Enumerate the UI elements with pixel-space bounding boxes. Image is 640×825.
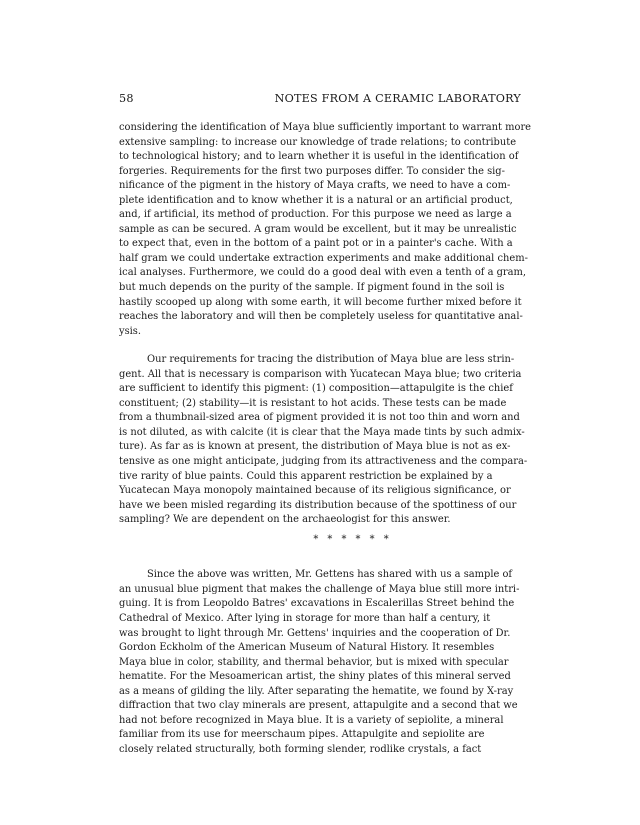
paragraph-distribution-requirements: [119, 353, 526, 528]
text-line: tensive as one might anticipate, judging from its attractiveness and the compara-: [119, 456, 528, 468]
text-line: to technological history; and to learn whether it is useful in the identification of: [119, 151, 519, 163]
text-line: have we been misled regarding its distribution because of the spottiness of our: [119, 499, 517, 511]
text-line: gent. All that is necessary is comparison with Yucatecan Maya blue; two criteria: [119, 368, 522, 380]
text-line: Cathedral of Mexico. After lying in storage for more than half a century, it: [119, 612, 491, 624]
text-line: Since the above was written, Mr. Gettens has shared with us a sample of: [147, 569, 513, 581]
text-line: closely related structurally, both forming slender, rodlike crystals, a fact: [119, 743, 482, 755]
text-line: ical analyses. Furthermore, we could do a good deal with even a tenth of a gram,: [119, 267, 527, 279]
text-line: hastily scooped up along with some earth, it will become further mixed before it: [119, 296, 522, 308]
text-line: had not before recognized in Maya blue. It is a variety of sepiolite, a mineral: [119, 714, 504, 726]
text-line: sample as can be secured. A gram would be excellent, but it may be unrealistic: [119, 223, 517, 235]
text-line: familiar from its use for meerschaum pipes. Attapulgite and sepiolite are: [119, 729, 485, 741]
text-line: extensive sampling: to increase our knowledge of trade relations; to contribute: [119, 136, 517, 148]
text-line: as a means of gilding the lily. After separating the hematite, we found by X-ray: [119, 685, 514, 697]
text-line: ysis.: [119, 325, 142, 337]
text-line: Maya blue in color, stability, and thermal behavior, but is mixed with specular: [119, 656, 509, 668]
text-line: is not diluted, as with calcite (it is clear that the Maya made tints by such admix-: [119, 426, 525, 438]
text-line: Gordon Eckholm of the American Museum of Natural History. It resembles: [119, 642, 495, 654]
running-title: NOTES FROM A CERAMIC LABORATORY: [274, 92, 521, 105]
text-line: Our requirements for tracing the distribution of Maya blue are less strin-: [147, 354, 515, 366]
text-line: reaches the laboratory and will then be completely useless for quantitative anal-: [119, 311, 523, 323]
text-line: was brought to light through Mr. Gettens' inquiries and the cooperation of Dr.: [119, 627, 511, 639]
text-line: considering the identification of Maya blue sufficiently important to warrant more: [119, 122, 532, 133]
section-separator: * * * * * *: [313, 533, 392, 545]
text-line: are sufficient to identify this pigment: (1) composition—attapulgite is the chief: [119, 383, 513, 395]
text-line: to expect that, even in the bottom of a paint pot or in a painter's cache. With a: [119, 238, 513, 250]
text-line: but much depends on the purity of the sample. If pigment found in the soil is: [119, 282, 505, 294]
text-line: and, if artificial, its method of production. For this purpose we need as large a: [119, 209, 512, 221]
text-line: forgeries. Requirements for the first two purposes differ. To consider the sig-: [119, 165, 505, 177]
text-line: hematite. For the Mesoamerican artist, the shiny plates of this mineral served: [119, 671, 511, 683]
text-line: an unusual blue pigment that makes the challenge of Maya blue still more intri-: [119, 583, 520, 595]
page-number: 58: [119, 92, 134, 105]
text-line: from a thumbnail-sized area of pigment provided it is not too thin and worn and: [119, 412, 520, 424]
text-line: Yucatecan Maya monopoly maintained because of its religious significance, or: [119, 485, 511, 497]
text-line: ture). As far as is known at present, the distribution of Maya blue is not as ex-: [119, 441, 511, 453]
running-header: [119, 92, 521, 105]
text-line: guing. It is from Leopoldo Batres' excavations in Escalerillas Street behind the: [119, 598, 515, 610]
body-text: [119, 121, 532, 757]
text-line: tive rarity of blue paints. Could this apparent restriction be explained by a: [119, 470, 493, 482]
text-line: plete identification and to know whether it is a natural or an artificial product,: [119, 194, 513, 206]
text-line: nificance of the pigment in the history of Maya crafts, we need to have a com-: [119, 180, 511, 192]
text-line: diffraction that two clay minerals are present, attapulgite and a second that we: [119, 700, 518, 712]
paragraph-maya-blue-sampling: [119, 121, 532, 339]
paragraph-gap: [119, 339, 526, 353]
text-line: constituent; (2) stability—it is resistant to hot acids. These tests can be made: [119, 397, 507, 409]
paragraph-gettens-sample: [119, 568, 526, 757]
text-line: half gram we could undertake extraction experiments and make additional chem-: [119, 252, 528, 264]
text-line: sampling? We are dependent on the archaeologist for this answer.: [119, 514, 451, 526]
